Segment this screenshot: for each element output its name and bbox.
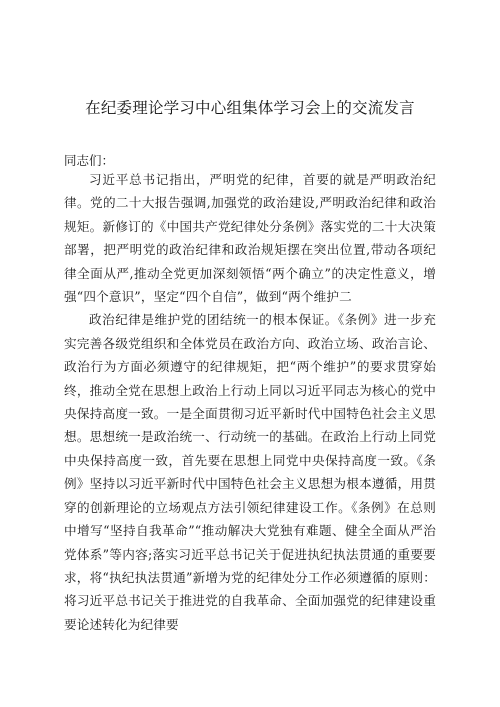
document-title: 在纪委理论学习中心组集体学习会上的交流发言 [85, 99, 415, 117]
salutation: 同志们： [64, 153, 115, 168]
paragraph-2: 政治纪律是维护党的团结统一的根本保证。《条例》进一步充实完善各级党组织和全体党员在政治方向、政治立场、政治言论、政治行为方面必须遵守的纪律规矩，把“两个维护”的要求贯穿始终，推动全党在思想上政治上行动上同以习近平同志为核心的党中央保持高度一致。一是全面贯彻习近平新时代中国特色社会主义思想。思想统一是政治统一、行动统一的基础。在政治上行动上同党中央保持高度一致，首先要在思想上同党中央保持高度一致。《条例》坚持以习近平新时代中国特色社会主义思想为根本遵循，用贯穿的创新理论的立场观点方法引领纪律建设工作。《条例》在总则中增写“坚持自我革命”“推动解决大党独有难题、健全全面从严治党体系”等内容;落实习近平总书记关于促进执纪执法贯通的重要要求，将“执纪执法贯通”新增为党的纪律处分工作必须遵循的原则：将习近平总书记关于推进党的自我革命、全面加强党的纪律建设重要论述转化为纪律要 [64, 312, 436, 632]
paragraph-1: 习近平总书记指出，严明党的纪律，首要的就是严明政治纪律。党的二十大报告强调,加强党的政治建设,严明政治纪律和政治规矩。新修订的《中国共产党纪律处分条例》落实党的二十大决策部署，把严明党的政治纪律和政治规矩摆在突出位置,带动各项纪律全面从严,推动全党更加深刻领悟“两个确立”的决定性意义，增强“四个意识”，坚定“四个自信”，做到“两个维护二 [64, 172, 436, 305]
document-body [64, 168, 436, 636]
